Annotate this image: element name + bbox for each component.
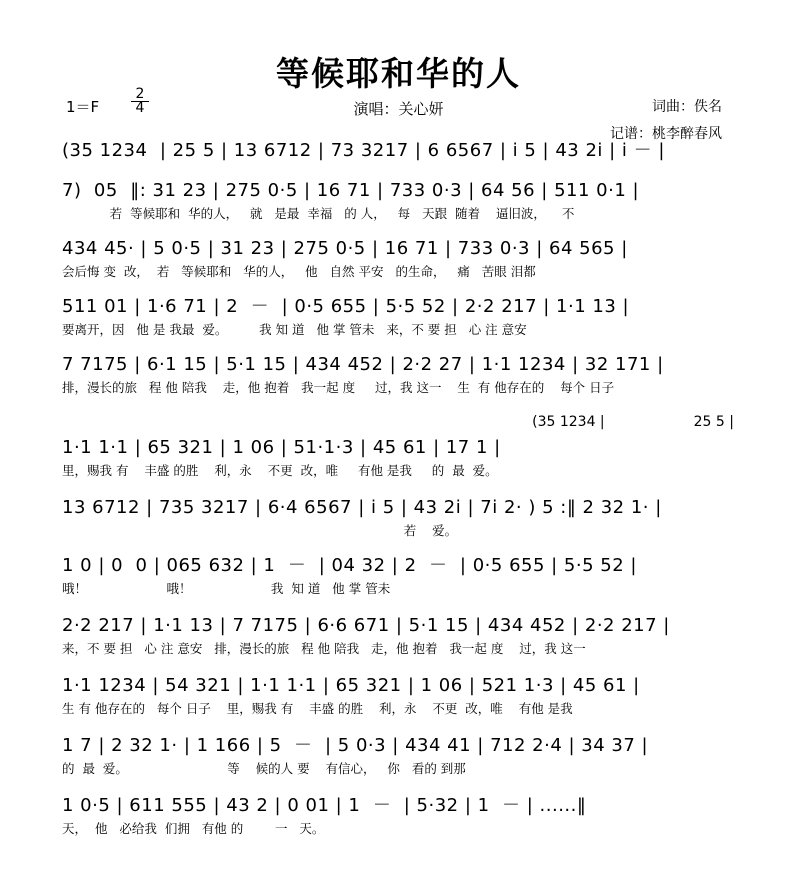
lyrics-line: 里，赐我 有 丰盛 的胜 利，永 不更 改，唯 有他 是我 的 最 爱。 — [62, 463, 498, 478]
repeat-annotation-row — [62, 412, 734, 432]
key-signature: 1＝F — [66, 98, 100, 116]
music-system-7 — [62, 495, 734, 541]
repeat-annotation: (35 1234 | 25 5 | — [532, 414, 734, 430]
notation-line: 7) 05 ‖: 31 23 | 275 0·5 | 16 71 | 733 0·3 | 64 56 | 511 0·1 | — [62, 180, 640, 201]
lyrics-line: 生 有 他存在的 每个 日子 里，赐我 有 丰盛 的胜 利，永 不更 改，唯 有他 是我 — [62, 701, 573, 716]
notation-line: 511 01 | 1·6 71 | 2 － | 0·5 655 | 5·5 52 | 2·2 217 | 1·1 13 | — [62, 296, 630, 317]
lyrics-line: 若 等候耶和 华的人， 就 是最 幸福 的 人， 每 天跟 随着 逼旧波， 不 — [62, 206, 575, 221]
music-system-11 — [62, 733, 734, 779]
lyrics-line: 的 最 爱。 等 候的人 要 有信心， 你 看的 到那 — [62, 761, 466, 776]
lyrics-line: 会后悔 变 改， 若 等候耶和 华的人， 他 自然 平安 的生命， 痛 苦眼 泪都 — [62, 264, 536, 279]
singer-line: 演唱：关心妍 — [353, 100, 444, 118]
credit-transcriber: 记谱：桃李醉春风 — [610, 126, 722, 142]
notation-line: 7 7175 | 6·1 15 | 5·1 15 | 434 452 | 2·2 27 | 1·1 1234 | 32 171 | — [62, 354, 664, 375]
notation-line: 1 0 | 0 0 | 065 632 | 1 － | 04 32 | 2 － | 0·5 655 | 5·5 52 | — [62, 555, 637, 576]
music-system-8 — [62, 553, 734, 599]
lyrics-line: 天， 他 必给我 们拥 有他 的 一 天。 — [62, 821, 325, 836]
music-system-10 — [62, 673, 734, 719]
music-system-6 — [62, 435, 734, 481]
notation-line: 1·1 1234 | 54 321 | 1·1 1·1 | 65 321 | 1 06 | 521 1·3 | 45 61 | — [62, 675, 640, 696]
music-system-2 — [62, 178, 734, 224]
music-system-5 — [62, 352, 734, 398]
notation-line: 13 6712 | 735 3217 | 6·4 6567 | i 5 | 43 2i | 7i 2· ) 5 :‖ 2 32 1· | — [62, 497, 662, 518]
notation-line: 2·2 217 | 1·1 13 | 7 7175 | 6·6 671 | 5·1 15 | 434 452 | 2·2 217 | — [62, 615, 670, 636]
music-system-9 — [62, 613, 734, 659]
lyrics-line: 若 爱。 — [62, 523, 458, 538]
time-signature — [131, 88, 149, 115]
lyrics-line: 来，不 要 担 心 注 意安 排，漫长的旅 程 他 陪我 走，他 抱着 我一起 度 过，我 这一 — [62, 641, 586, 656]
music-system-3 — [62, 236, 734, 282]
lyrics-line: 哦！ 哦！ 我 知 道 他 掌 管未 — [62, 581, 391, 596]
notation-line: 434 45· | 5 0·5 | 31 23 | 275 0·5 | 16 71 | 733 0·3 | 64 565 | — [62, 238, 628, 259]
time-signature-numerator: 2 — [135, 86, 145, 102]
notation-line: 1 7 | 2 32 1· | 1 166 | 5 － | 5 0·3 | 434 41 | 712 2·4 | 34 37 | — [62, 735, 649, 756]
music-system-12 — [62, 793, 734, 839]
notation-line: 1 0·5 | 611 555 | 43 2 | 0 01 | 1 － | 5·32 | 1 － | ......‖ — [62, 795, 587, 816]
page-title: 等候耶和华的人 — [276, 54, 521, 93]
music-system-4 — [62, 294, 734, 340]
notation-line: (35 1234 | 25 5 | 13 6712 | 73 3217 | 6 6567 | i 5 | 43 2i | i － | — [62, 140, 665, 161]
credit-lyrics: 词曲：佚名 — [652, 99, 722, 115]
lyrics-line: 要离开，因 他 是 我最 爱。 我 知 道 他 掌 管未 来，不 要 担 心 注 意安 — [62, 322, 527, 337]
notation-line: 1·1 1·1 | 65 321 | 1 06 | 51·1·3 | 45 61 | 17 1 | — [62, 437, 501, 458]
lyrics-line: 排，漫长的旅 程 他 陪我 走，他 抱着 我一起 度 过，我 这一 生 有 他存在的 每个 日子 — [62, 380, 615, 395]
time-signature-denominator: 4 — [131, 101, 149, 115]
